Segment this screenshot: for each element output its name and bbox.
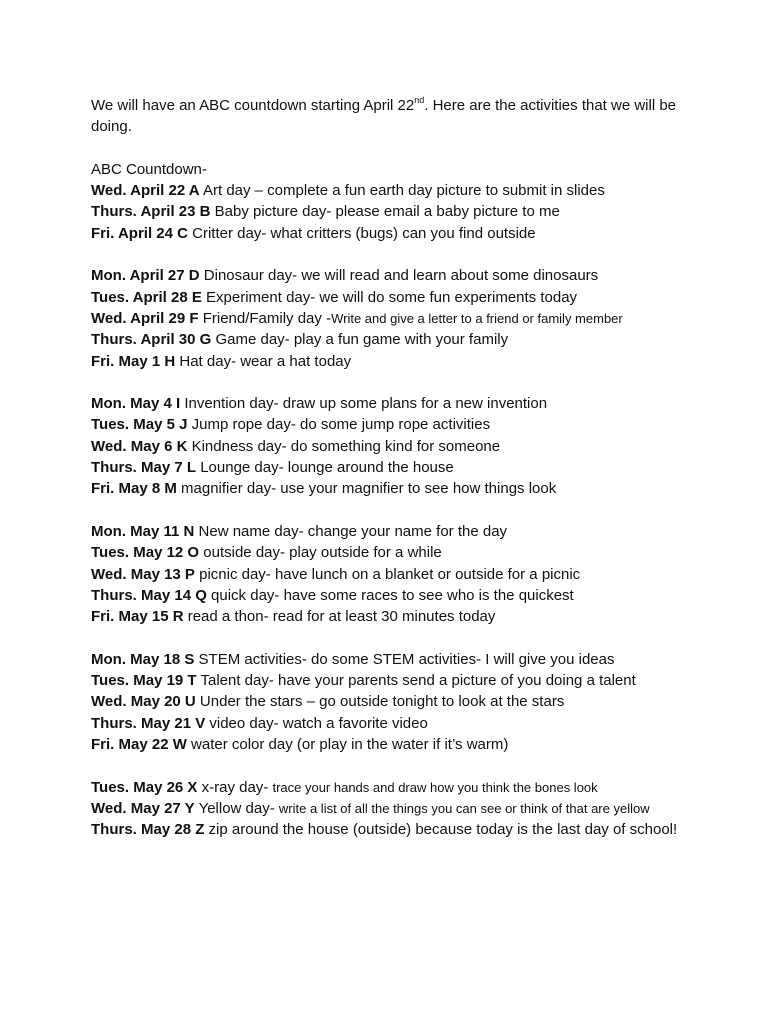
activity-description: Kindness day- do something kind for someone — [187, 437, 501, 455]
activity-line — [91, 287, 691, 308]
activity-line — [91, 329, 691, 350]
activity-description: outside day- play outside for a while — [199, 544, 442, 562]
activity-line — [91, 819, 691, 840]
activity-description: quick day- have some races to see who is the quickest — [206, 586, 574, 604]
activity-description: magnifier day- use your magnifier to see how things look — [176, 480, 557, 498]
intro-superscript: nd — [414, 95, 425, 105]
activity-date-letter: Thurs. April 23 B — [91, 203, 211, 221]
activity-description: Critter day- what critters (bugs) can you find outside — [187, 224, 536, 242]
activity-description: Talent day- have your parents send a picture of you doing a talent — [196, 672, 636, 690]
activity-description: Game day- play a fun game with your family — [211, 331, 509, 349]
activity-description: Dinosaur day- we will read and learn about some dinosaurs — [199, 267, 599, 285]
activity-line — [91, 436, 691, 457]
activity-line — [91, 777, 691, 798]
activity-date-letter: Tues. May 19 T — [91, 672, 197, 690]
activity-description-small: trace your hands and draw how you think the bones look — [272, 779, 598, 795]
activity-description: water color day (or play in the water if it’s warm) — [186, 735, 509, 753]
activity-description: read a thon- read for at least 30 minutes today — [183, 608, 496, 626]
activity-date-letter: Fri. May 22 W — [91, 735, 187, 753]
activity-line — [91, 564, 691, 585]
spacer — [91, 372, 691, 393]
activity-line — [91, 670, 691, 691]
activity-line — [91, 649, 691, 670]
activity-line — [91, 734, 691, 755]
activity-description: Under the stars – go outside tonight to look at the stars — [195, 693, 565, 711]
activity-date-letter: Wed. May 20 U — [91, 693, 196, 711]
activity-date-letter: Thurs. April 30 G — [91, 331, 212, 349]
activity-date-letter: Mon. May 18 S — [91, 650, 195, 668]
activity-description: STEM activities- do some STEM activities- I will give you ideas — [194, 650, 615, 668]
spacer — [91, 500, 691, 521]
activity-line — [91, 691, 691, 712]
activity-description: Jump rope day- do some jump rope activities — [187, 416, 491, 434]
activity-description: Baby picture day- please email a baby picture to me — [210, 203, 560, 221]
activity-line — [91, 798, 691, 819]
activity-date-letter: Fri. May 8 M — [91, 480, 177, 498]
activity-line — [91, 180, 691, 201]
activity-date-letter: Tues. April 28 E — [91, 288, 202, 306]
activity-description: picnic day- have lunch on a blanket or outside for a picnic — [194, 565, 581, 583]
intro-paragraph — [91, 95, 691, 138]
activity-date-letter: Mon. May 11 N — [91, 522, 195, 540]
activity-line — [91, 478, 691, 499]
activity-description-small: write a list of all the things you can see or think of that are yellow — [278, 800, 650, 816]
activity-list — [91, 180, 691, 840]
activity-date-letter: Thurs. May 28 Z — [91, 821, 205, 839]
activity-line — [91, 414, 691, 435]
activity-date-letter: Tues. May 26 X — [91, 778, 198, 796]
activity-line — [91, 542, 691, 563]
activity-description: Yellow day- — [194, 799, 279, 817]
activity-line — [91, 457, 691, 478]
activity-line — [91, 201, 691, 222]
activity-description: Art day – complete a fun earth day picture to submit in slides — [199, 182, 605, 200]
countdown-heading: ABC Countdown- — [91, 160, 207, 178]
activity-date-letter: Wed. May 6 K — [91, 437, 188, 455]
activity-date-letter: Thurs. May 14 Q — [91, 586, 207, 604]
activity-date-letter: Wed. May 27 Y — [91, 799, 195, 817]
activity-date-letter: Fri. April 24 C — [91, 224, 188, 242]
activity-description: video day- watch a favorite video — [205, 714, 428, 732]
activity-date-letter: Tues. May 5 J — [91, 416, 188, 434]
activity-date-letter: Fri. May 1 H — [91, 352, 176, 370]
activity-date-letter: Tues. May 12 O — [91, 544, 200, 562]
activity-description: Experiment day- we will do some fun experiments today — [201, 288, 578, 306]
activity-date-letter: Thurs. May 21 V — [91, 714, 206, 732]
intro-text: We will have an ABC countdown starting April 22 — [91, 97, 415, 114]
document-body — [91, 95, 691, 840]
intro-text-continued: . Here are the activities that we will be doing. — [91, 97, 677, 136]
activity-line — [91, 265, 691, 286]
activity-line — [91, 223, 691, 244]
activity-description: zip around the house (outside) because today is the last day of school! — [204, 821, 678, 839]
activity-description: New name day- change your name for the day — [194, 522, 508, 540]
spacer — [91, 755, 691, 776]
activity-date-letter: Wed. April 29 F — [91, 309, 199, 327]
activity-line — [91, 351, 691, 372]
activity-description: Friend/Family day - — [198, 309, 332, 327]
activity-description: x-ray day- — [197, 778, 273, 796]
activity-date-letter: Fri. May 15 R — [91, 608, 184, 626]
activity-description-small: Write and give a letter to a friend or family member — [331, 310, 623, 326]
spacer — [91, 138, 691, 159]
activity-description: Hat day- wear a hat today — [175, 352, 352, 370]
activity-description: Invention day- draw up some plans for a new invention — [180, 395, 548, 413]
activity-date-letter: Thurs. May 7 L — [91, 459, 197, 477]
activity-description: Lounge day- lounge around the house — [196, 459, 454, 477]
activity-line — [91, 393, 691, 414]
activity-date-letter: Mon. May 4 I — [91, 395, 181, 413]
spacer — [91, 627, 691, 648]
activity-date-letter: Wed. April 22 A — [91, 182, 200, 200]
activity-line — [91, 606, 691, 627]
activity-line — [91, 585, 691, 606]
activity-date-letter: Mon. April 27 D — [91, 267, 200, 285]
activity-date-letter: Wed. May 13 P — [91, 565, 195, 583]
activity-line — [91, 521, 691, 542]
activity-line — [91, 308, 691, 329]
activity-line — [91, 713, 691, 734]
spacer — [91, 244, 691, 265]
